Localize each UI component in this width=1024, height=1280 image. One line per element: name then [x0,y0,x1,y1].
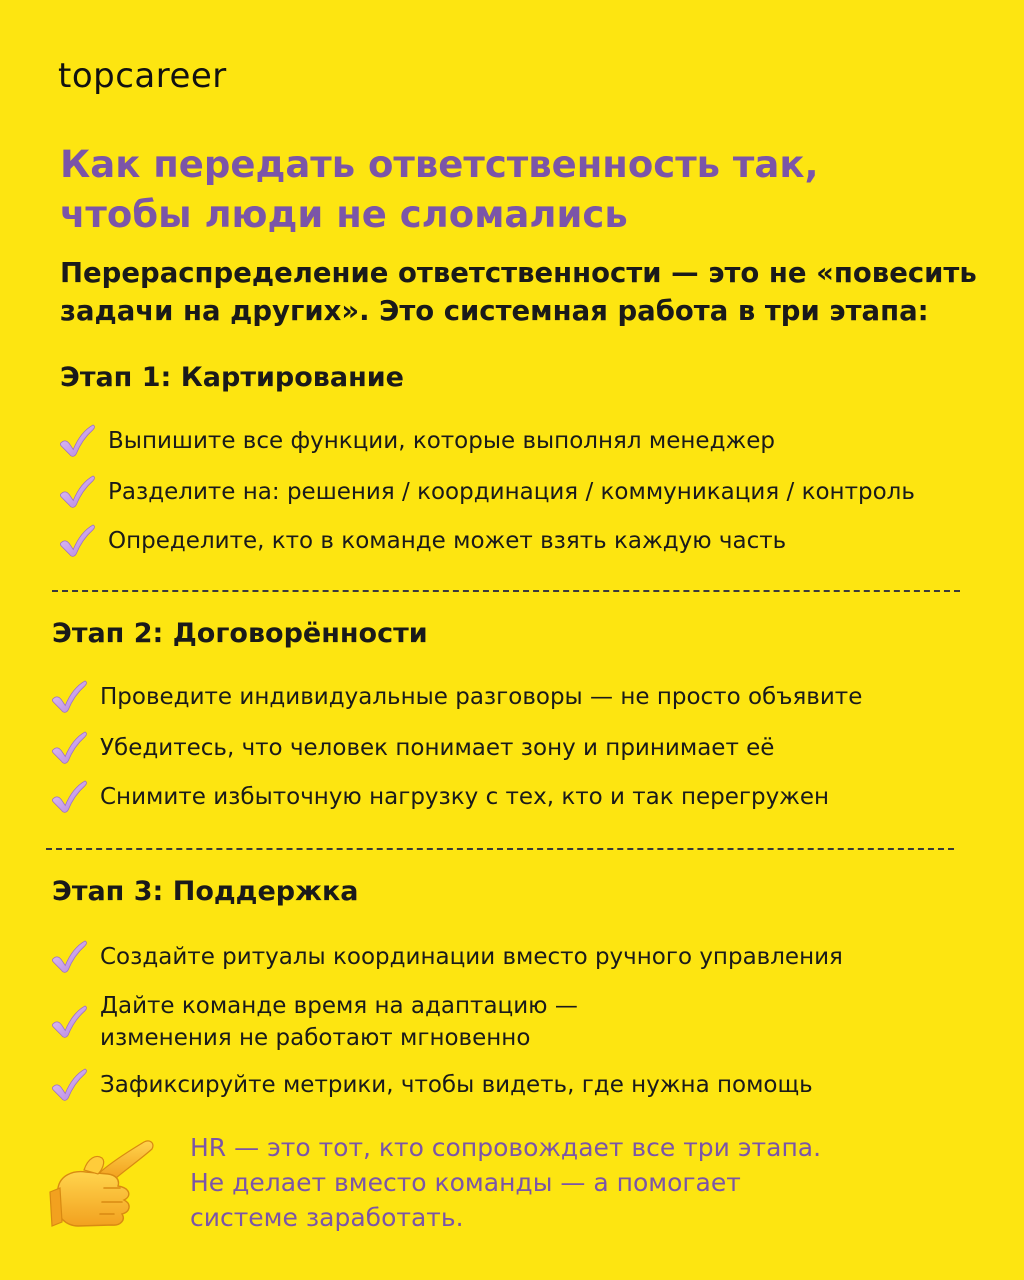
list-item-text: Проведите индивидуальные разговоры — не просто объявите [100,684,863,710]
check-mark-icon [50,780,88,814]
list-item-text: Создайте ритуалы координации вместо ручного управления [100,944,843,970]
footer-note [190,1130,990,1235]
section-divider [46,848,954,850]
list-item-text-line: Дайте команде время на адаптацию — [100,993,578,1019]
title-line: Как передать ответственность так, [60,143,819,186]
list-item [50,990,578,1054]
list-item-text-line: изменения не работают мгновенно [100,1025,531,1051]
list-item-text: Разделите на: решения / координация / коммуникация / контроль [108,479,915,505]
check-mark-icon [50,680,88,714]
intro-line: задачи на других». Это системная работа в три этапа: [60,295,929,327]
check-mark-icon [50,940,88,974]
list-item-text: Убедитесь, что человек понимает зону и принимает её [100,735,775,761]
check-mark-icon [50,731,88,765]
list-item-text: Зафиксируйте метрики, чтобы видеть, где нужна помощь [100,1072,813,1098]
check-mark-icon [58,424,96,458]
stage-2-title: Этап 2: Договорённости [52,618,428,649]
footer-line: системе заработать. [190,1203,464,1232]
title-line: чтобы люди не сломались [60,193,628,236]
check-mark-icon [50,1005,88,1039]
list-item-text: Выпишите все функции, которые выполнял менеджер [108,428,775,454]
footer-line: HR — это тот, кто сопровождает все три этапа. [190,1133,822,1162]
list-item [50,731,774,765]
list-item [58,524,786,558]
intro-text [60,254,1000,330]
check-mark-icon [58,475,96,509]
list-item [58,475,915,509]
list-item [50,940,843,974]
footer-line: Не делает вместо команды — а помогает [190,1168,741,1197]
list-item [58,424,775,458]
check-mark-icon [50,1068,88,1102]
check-mark-icon [58,524,96,558]
stage-1-title: Этап 1: Картирование [60,362,404,393]
page-title [60,140,980,240]
pointing-hand-icon [44,1132,162,1232]
section-divider [52,590,960,592]
list-item-text: Снимите избыточную нагрузку с тех, кто и так перегружен [100,784,830,810]
list-item-text: Определите, кто в команде может взять каждую часть [108,528,787,554]
list-item-text [100,990,578,1054]
intro-line: Перераспределение ответственности — это не «повесить [60,257,977,289]
list-item [50,680,862,714]
stage-3-title: Этап 3: Поддержка [52,876,359,907]
brand-logo: topcareer [58,56,227,96]
list-item [50,780,829,814]
list-item [50,1068,813,1102]
